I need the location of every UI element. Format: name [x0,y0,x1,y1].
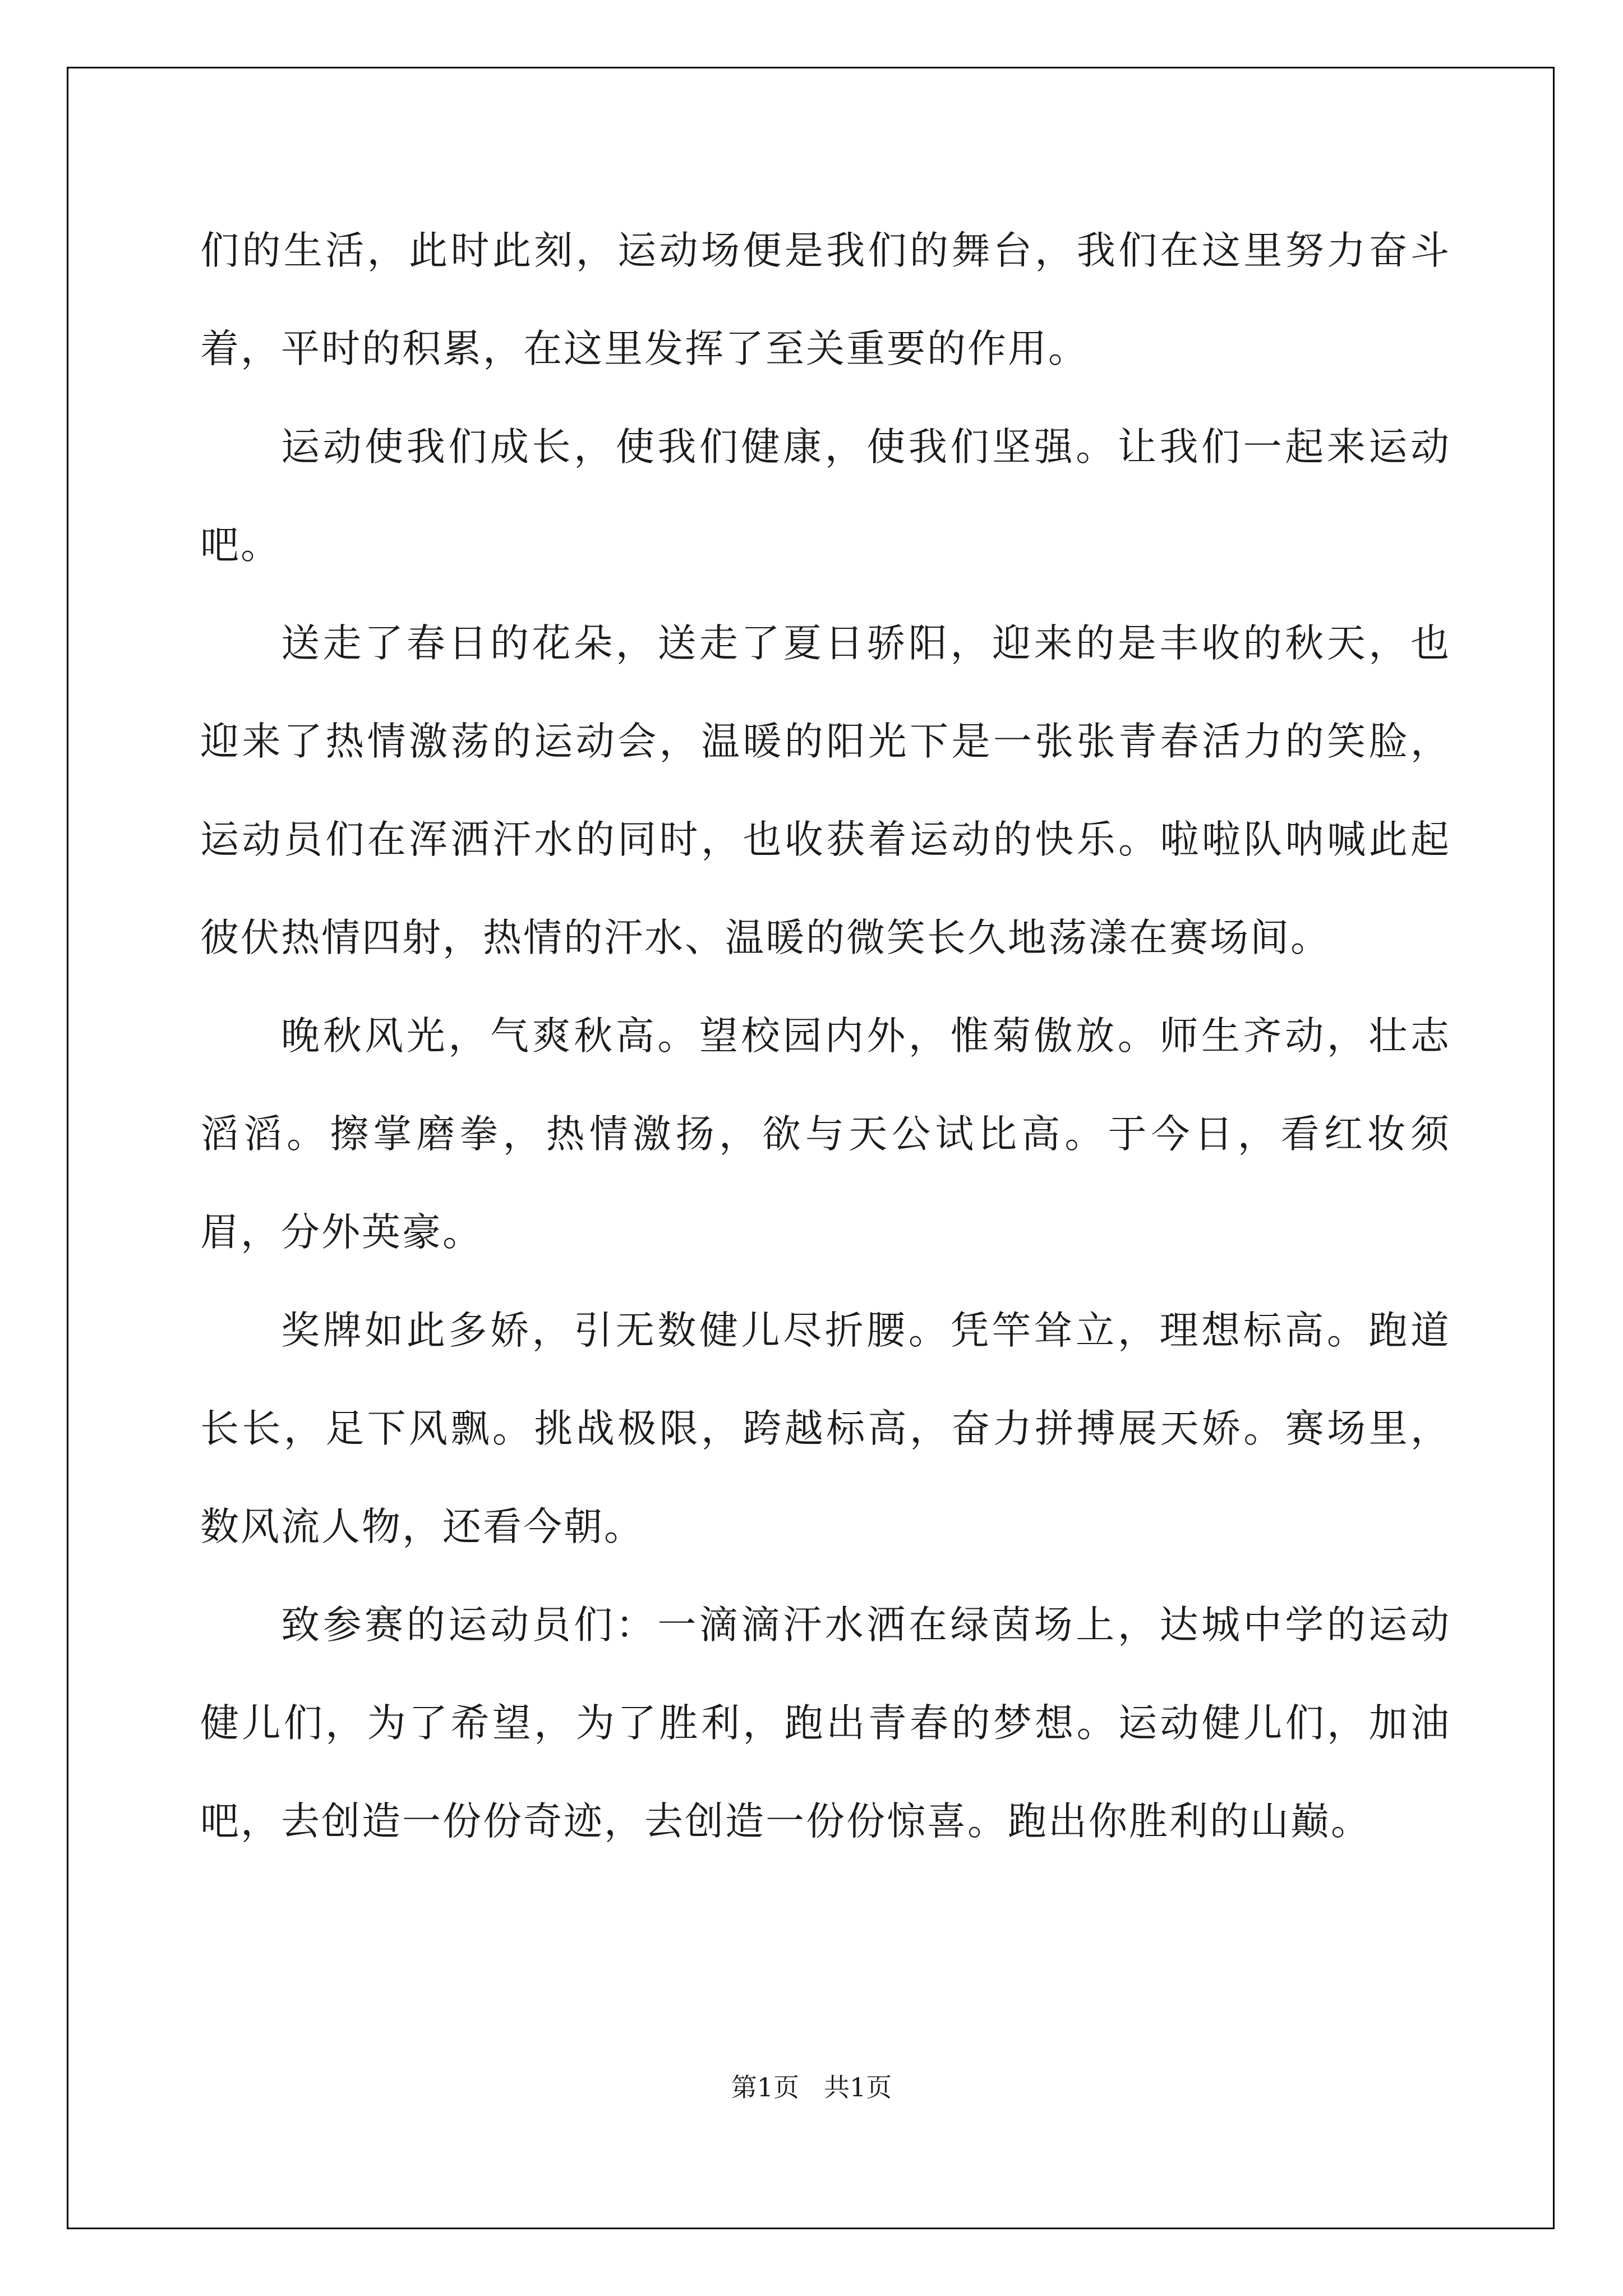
document-body [200,202,1451,1871]
paragraph-5: 奖牌如此多娇，引无数健儿尽折腰。凭竿耸立，理想标高。跑道长长，足下风飘。挑战极限，跨越标高，奋力拼搏展天娇。赛场里，数风流人物，还看今朝。 [200,1308,1451,1549]
paragraph-1: 们的生活，此时此刻，运动场便是我们的舞台，我们在这里努力奋斗着，平时的积累，在这里发挥了至关重要的作用。 [200,228,1451,371]
page-number: 第1页 [731,2072,800,2102]
paragraph-2: 运动使我们成长，使我们健康，使我们坚强。让我们一起来运动吧。 [200,425,1451,568]
page-footer [0,2067,1623,2104]
paragraph-4: 晚秋风光，气爽秋高。望校园内外，惟菊傲放。师生齐动，壮志滔滔。擦掌磨拳，热情激扬，欲与天公试比高。于今日，看红妆须眉，分外英豪。 [200,1014,1451,1255]
footer-gap [799,2072,824,2102]
page-total: 共1页 [823,2072,892,2102]
paragraph-6: 致参赛的运动员们：一滴滴汗水洒在绿茵场上，达城中学的运动健儿们，为了希望，为了胜利，跑出青春的梦想。运动健儿们，加油吧，去创造一份份奇迹，去创造一份份惊喜。跑出你胜利的山巅。 [200,1603,1451,1844]
paragraph-3: 送走了春日的花朵，送走了夏日骄阳，迎来的是丰收的秋天，也迎来了热情激荡的运动会，温暖的阳光下是一张张青春活力的笑脸，运动员们在浑洒汗水的同时，也收获着运动的快乐。啦啦队呐喊此起彼伏热情四射，热情的汗水、温暖的微笑长久地荡漾在赛场间。 [200,621,1451,960]
